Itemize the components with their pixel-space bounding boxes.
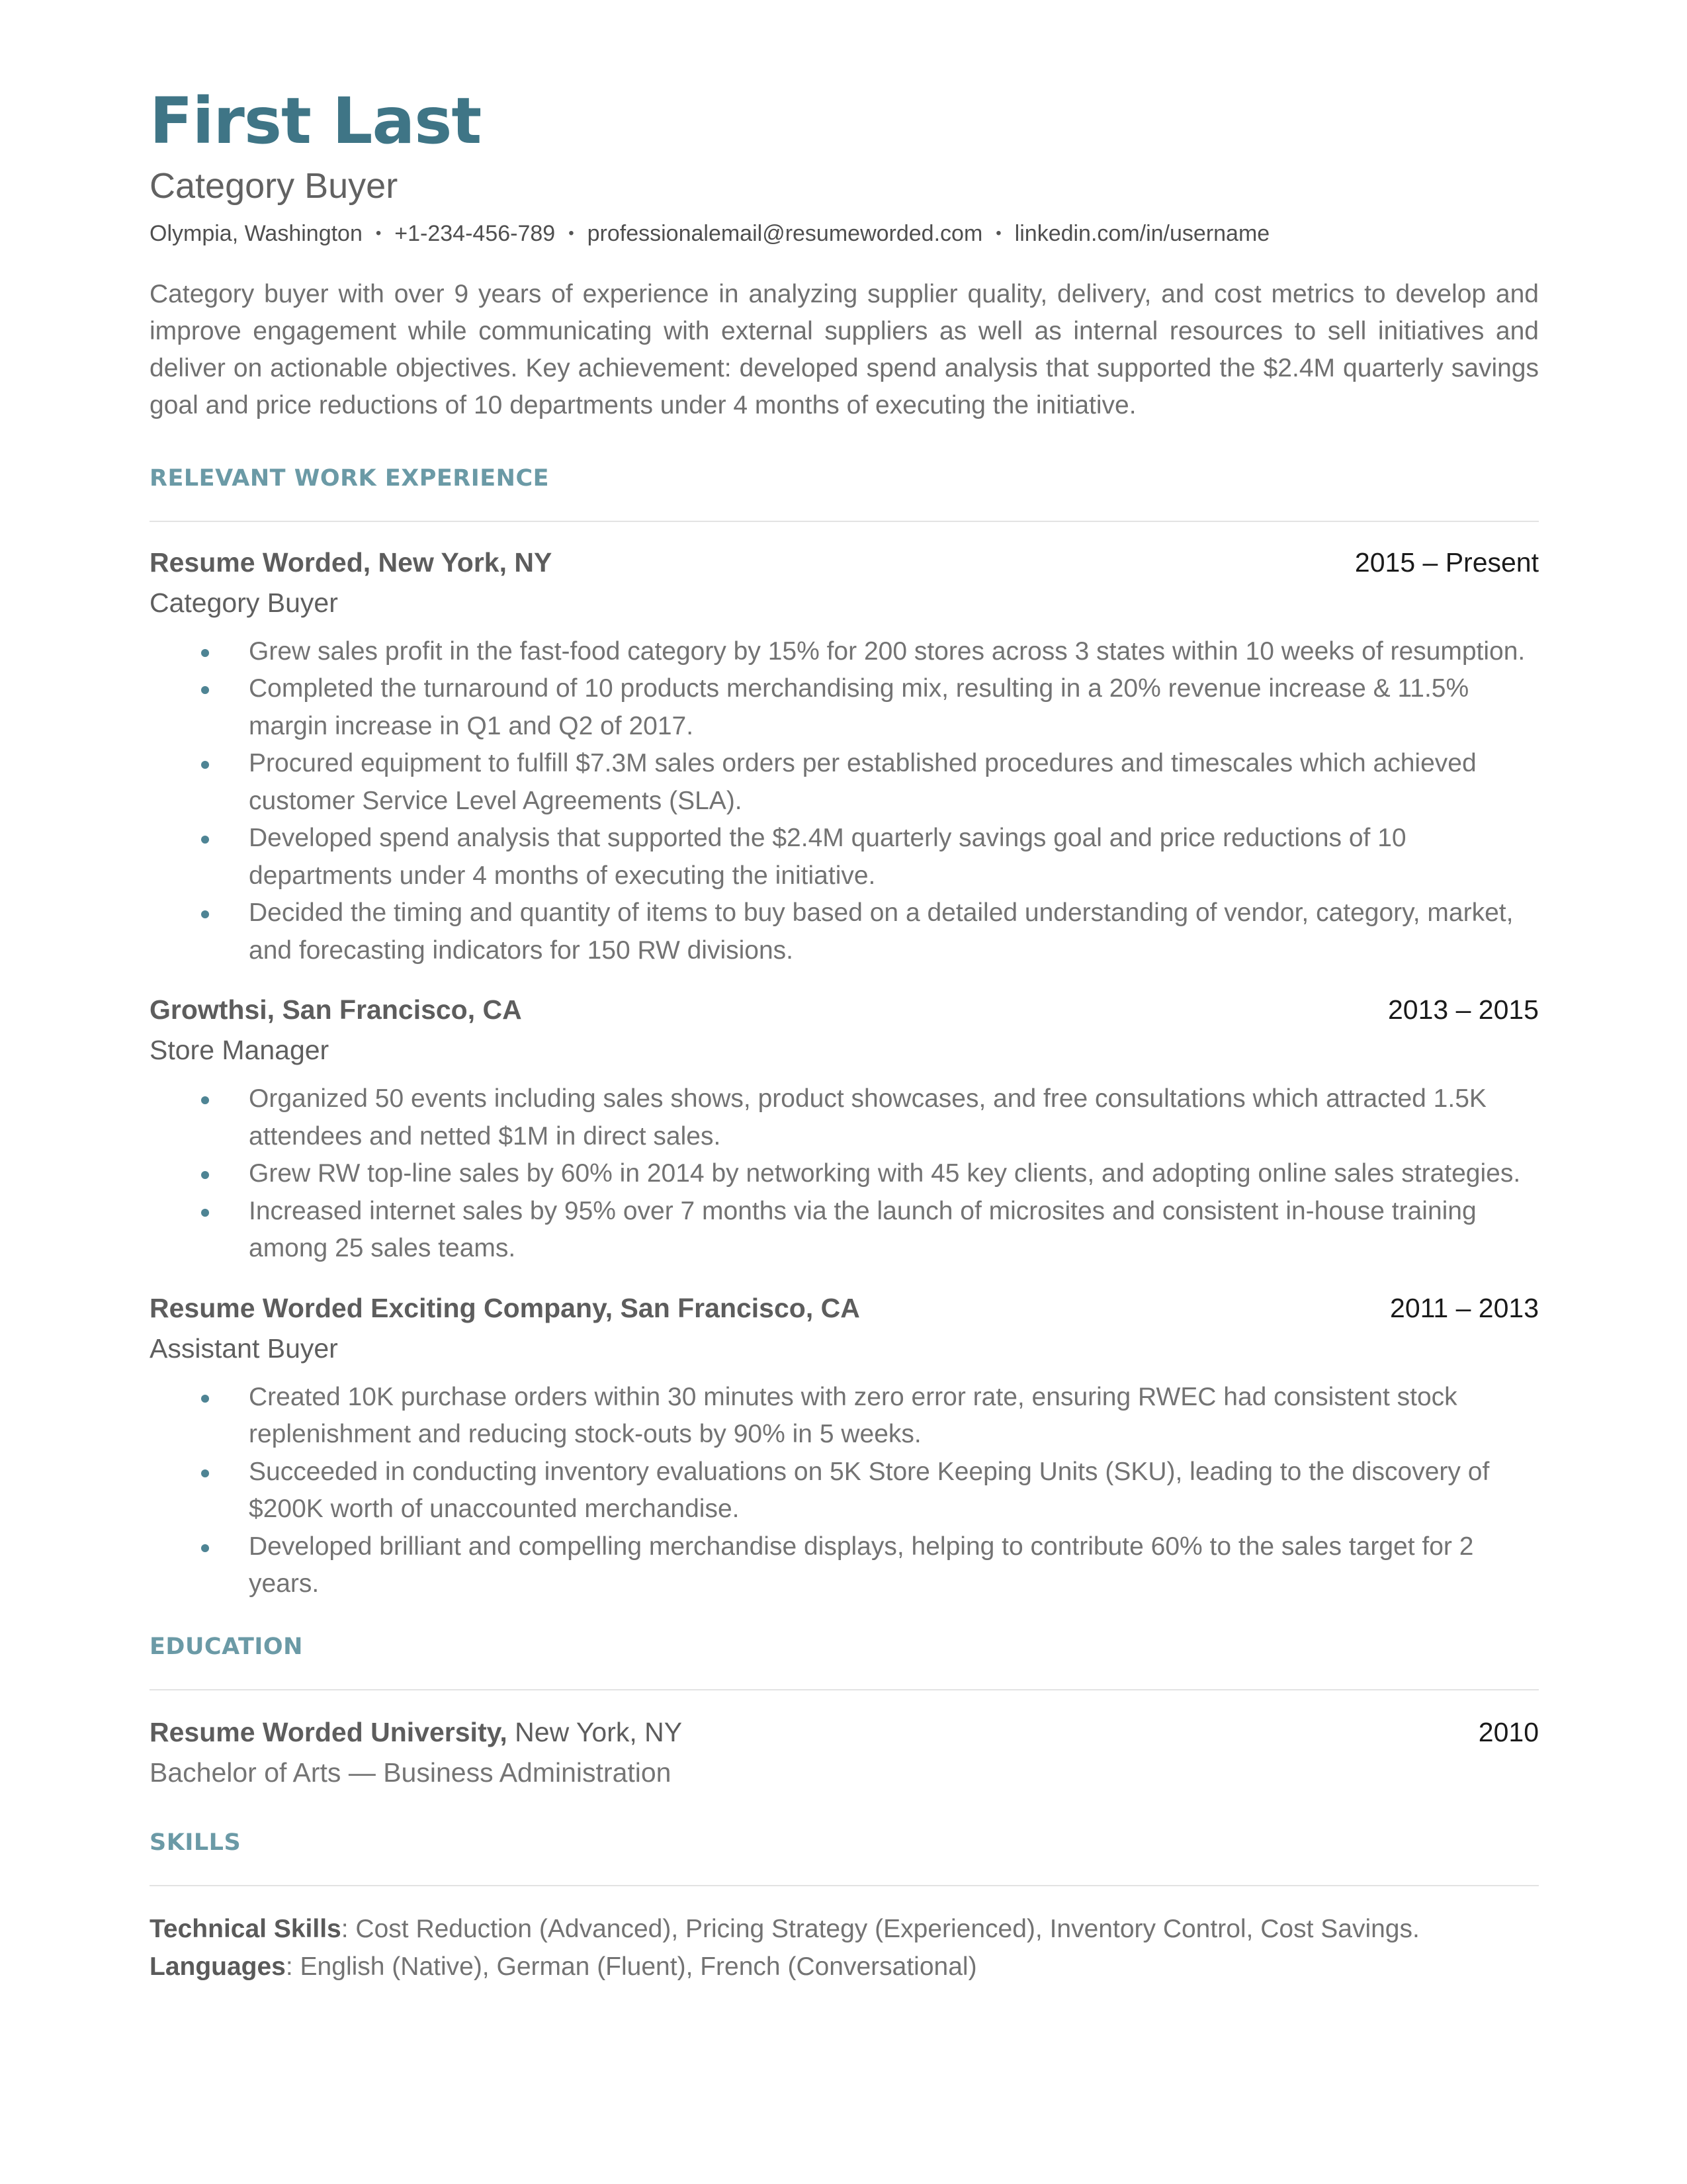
- skills-technical-label: Technical Skills: [150, 1914, 341, 1943]
- bullet-item: [150, 895, 1539, 969]
- education-location: New York, NY: [515, 1716, 683, 1747]
- skills-technical-line: [150, 1910, 1539, 1948]
- section-divider: [150, 1689, 1539, 1690]
- job-company: Resume Worded Exciting Company, San Francisco, CA: [150, 1292, 860, 1323]
- bullet-dot-icon: [201, 1395, 209, 1403]
- job-entry: [150, 547, 1539, 970]
- bullet-dot-icon: [201, 1544, 209, 1552]
- section-heading-skills: SKILLS: [150, 1829, 241, 1856]
- bullet-dot-icon: [201, 1171, 209, 1179]
- skills-languages-value: : English (Native), German (Fluent), French (Conversational): [285, 1952, 977, 1981]
- job-entry: [150, 994, 1539, 1268]
- section-heading-experience: RELEVANT WORK EXPERIENCE: [150, 464, 550, 492]
- bullet-item: [150, 1080, 1539, 1155]
- job-dates: 2015 – Present: [1354, 546, 1539, 578]
- job-bullets: [150, 1080, 1539, 1268]
- bullet-text: Grew sales profit in the fast-food category by 15% for 200 stores across 3 states within 10 weeks of resumption.: [249, 636, 1526, 666]
- bullet-dot-icon: [201, 686, 209, 694]
- bullet-text: Grew RW top-line sales by 60% in 2014 by networking with 45 key clients, and adopting online sales strategies.: [249, 1159, 1521, 1188]
- bullet-text: Developed brilliant and compelling merchandise displays, helping to contribute 60% to the sales target for 2 years.: [249, 1532, 1474, 1598]
- bullet-text: Completed the turnaround of 10 products merchandising mix, resulting in a 20% revenue increase & 11.5% margin increase in Q1 and Q2 of 2017.: [249, 674, 1469, 740]
- bullet-item: [150, 1155, 1539, 1193]
- contact-linkedin[interactable]: linkedin.com/in/username: [1014, 220, 1270, 246]
- bullet-text: Procured equipment to fulfill $7.3M sales orders per established procedures and timescales which achieved customer Service Level Agreements (SLA).: [249, 749, 1477, 815]
- bullet-dot-icon: [201, 1096, 209, 1104]
- bullet-text: Succeeded in conducting inventory evaluations on 5K Store Keeping Units (SKU), leading to the discovery of $200K worth of unaccounted merchandise.: [249, 1457, 1490, 1524]
- bullet-item: [150, 670, 1539, 745]
- section-heading-education: EDUCATION: [150, 1633, 303, 1660]
- bullet-text: Increased internet sales by 95% over 7 months via the launch of microsites and consistent in-house training among 25 sales teams.: [249, 1196, 1477, 1263]
- bullet-item: [150, 820, 1539, 895]
- bullet-dot-icon: [201, 1209, 209, 1217]
- bullet-item: [150, 1454, 1539, 1528]
- bullet-text: Developed spend analysis that supported the $2.4M quarterly savings goal and price reductions of 10 departments under 4 months of executing the initiative.: [249, 824, 1406, 890]
- candidate-name: First Last: [150, 84, 482, 158]
- skills-languages-label: Languages: [150, 1952, 286, 1981]
- education-school-line: [150, 1717, 682, 1748]
- skills-technical-value: : Cost Reduction (Advanced), Pricing Strategy (Experienced), Inventory Control, Cost Savings.: [341, 1914, 1420, 1943]
- job-dates: 2011 – 2013: [1390, 1292, 1539, 1323]
- skills-block: [150, 1910, 1539, 1986]
- bullet-item: [150, 1528, 1539, 1603]
- bullet-text: Created 10K purchase orders within 30 minutes with zero error rate, ensuring RWEC had consistent stock replenishment and reducing stock-outs by 90% in 5 weeks.: [249, 1382, 1457, 1449]
- contact-location: Olympia, Washington: [150, 220, 363, 246]
- job-role: Store Manager: [150, 1035, 329, 1066]
- job-entry: [150, 1293, 1539, 1603]
- contact-phone: +1-234-456-789: [394, 220, 556, 246]
- job-role: Category Buyer: [150, 587, 338, 618]
- contact-email[interactable]: professionalemail@resumeworded.com: [587, 220, 983, 246]
- bullet-item: [150, 1379, 1539, 1454]
- candidate-title: Category Buyer: [150, 166, 398, 206]
- bullet-text: Organized 50 events including sales shows, product showcases, and free consultations which attracted 1.5K attendees and netted $1M in direct sales.: [249, 1084, 1487, 1151]
- section-divider: [150, 1885, 1539, 1886]
- job-bullets: [150, 1379, 1539, 1603]
- job-company: Growthsi, San Francisco, CA: [150, 994, 522, 1026]
- contact-separator: •: [996, 224, 1002, 243]
- resume-page: [150, 85, 1539, 1986]
- education-degree: Bachelor of Arts — Business Administration: [150, 1757, 671, 1788]
- bullet-item: [150, 633, 1539, 671]
- education-year: 2010: [1478, 1716, 1539, 1747]
- bullet-dot-icon: [201, 910, 209, 918]
- section-divider: [150, 521, 1539, 522]
- bullet-dot-icon: [201, 1469, 209, 1477]
- contact-line: [150, 221, 1539, 247]
- contact-separator: •: [568, 224, 574, 243]
- skills-languages-line: [150, 1948, 1539, 1986]
- contact-separator: •: [375, 224, 382, 243]
- education-school: Resume Worded University,: [150, 1716, 507, 1747]
- bullet-item: [150, 1193, 1539, 1268]
- job-company: Resume Worded, New York, NY: [150, 546, 552, 578]
- job-bullets: [150, 633, 1539, 970]
- job-dates: 2013 – 2015: [1387, 994, 1539, 1026]
- bullet-item: [150, 745, 1539, 820]
- bullet-dot-icon: [201, 761, 209, 769]
- summary-paragraph: Category buyer with over 9 years of experience in analyzing supplier quality, delivery, and cost metrics to develop and improve engagement while communicating with external suppliers as well as internal resources to sell initiatives and deliver on actionable objectives. Key achievement: developed spend analysis that supported the $2.4M quarterly savings goal and price reductions of 10 departments under 4 months of executing the initiative.: [150, 279, 1539, 419]
- bullet-dot-icon: [201, 836, 209, 844]
- bullet-text: Decided the timing and quantity of items to buy based on a detailed understanding of vendor, category, market, and forecasting indicators for 150 RW divisions.: [249, 898, 1514, 965]
- bullet-dot-icon: [201, 649, 209, 657]
- job-role: Assistant Buyer: [150, 1332, 338, 1364]
- education-entry: [150, 1717, 1539, 1748]
